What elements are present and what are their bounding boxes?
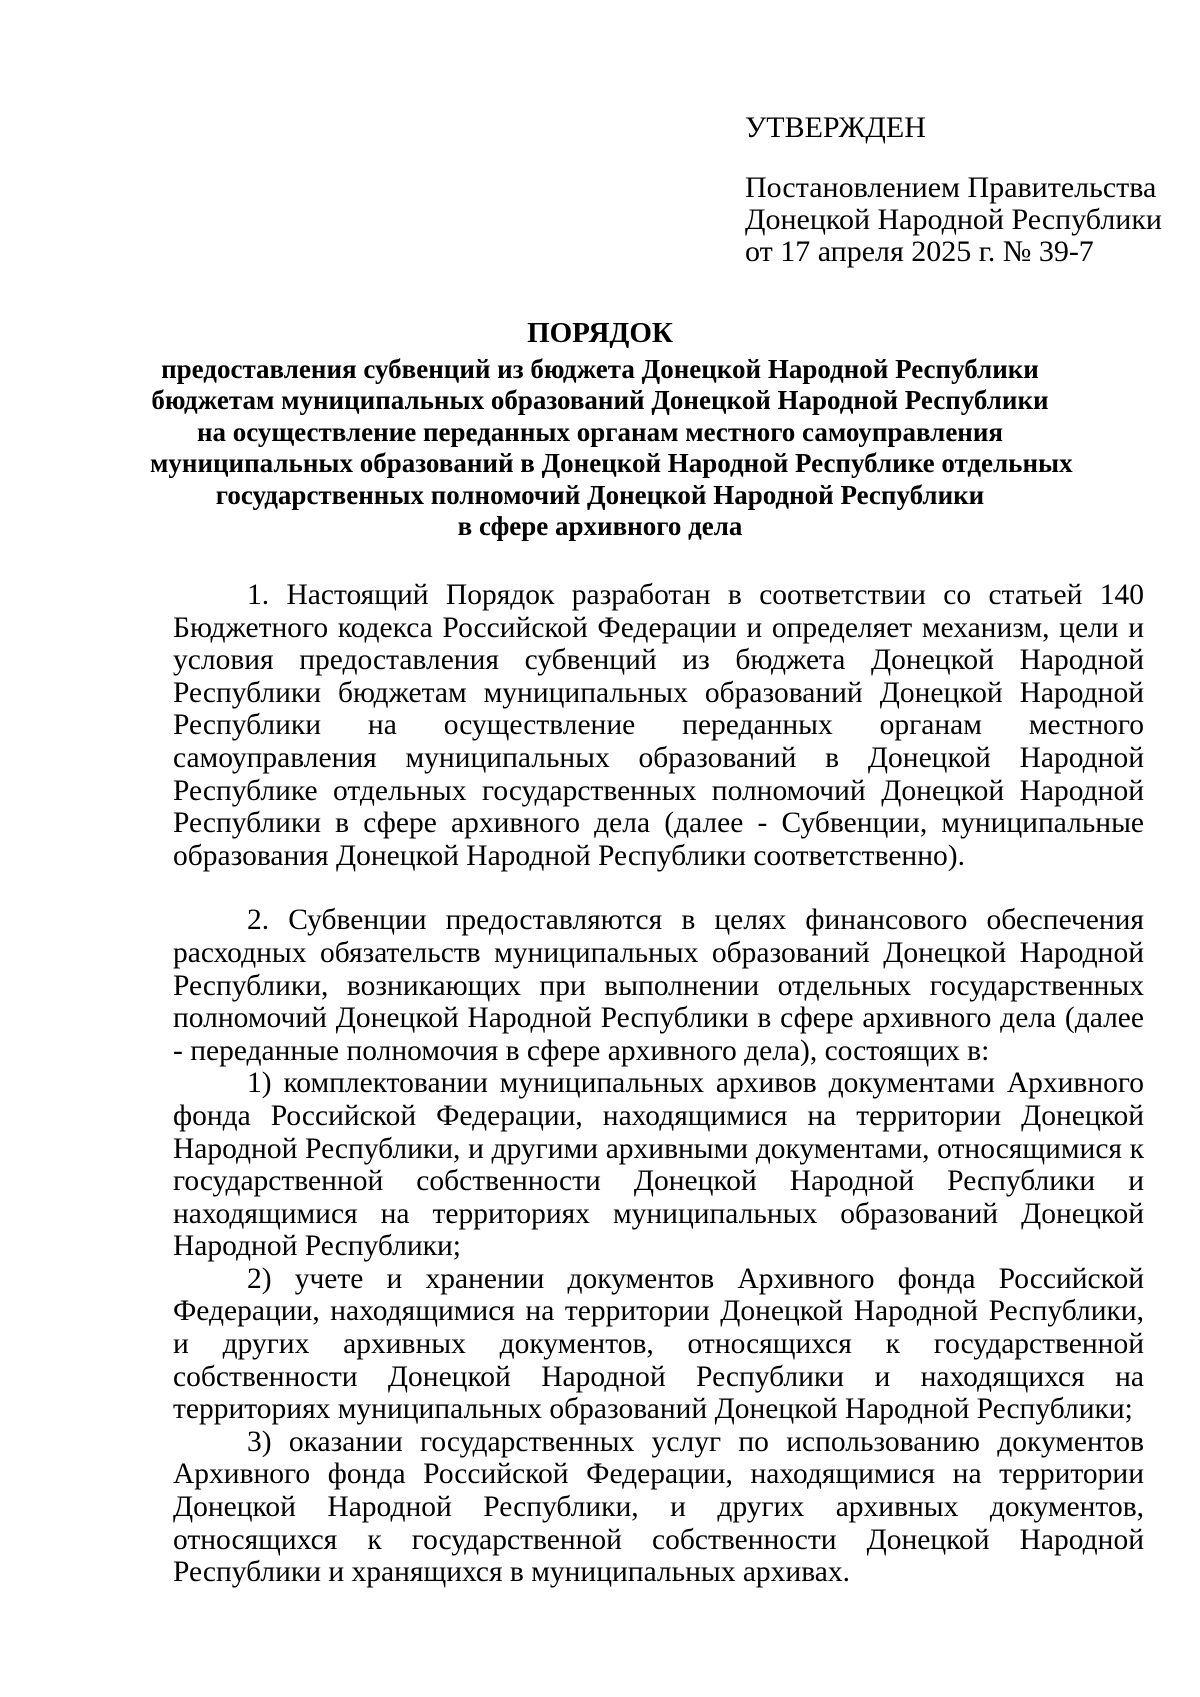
list-item-2: 2) учете и хранении документов Архивного фонда Российской Федерации, находящимися на территории Донецкой Народной Республики, и других архивных документов, относящихся к государственной собственности Донецкой Народной Республики и находящихся на территориях муниципальных образований Донецкой Народной Республики; bbox=[173, 1262, 1144, 1426]
document-title-block bbox=[150, 317, 1073, 543]
title-line-2: бюджетам муниципальных образований Донецкой Народной Республики bbox=[151, 385, 1049, 415]
document-body bbox=[173, 579, 1144, 1589]
approval-line-1: Постановлением Правительства bbox=[745, 171, 1157, 204]
title-line-3: на осуществление переданных органам местного самоуправления bbox=[196, 416, 1004, 447]
approval-line-3: от 17 апреля 2025 г. № 39-7 bbox=[745, 235, 1094, 268]
list-item-1: 1) комплектовании муниципальных архивов документами Архивного фонда Российской Федерации, находящимися на территории Донецкой Народной Республики, и другими архивными документами, относящимися к государственной собственности Донецкой Народной Республики и находящимися на территориях муниципальных образований Донецкой Народной Республики; bbox=[173, 1067, 1144, 1263]
title-line-5: государственных полномочий Донецкой Народной Республики bbox=[215, 479, 985, 510]
paragraph-1: 1. Настоящий Порядок разработан в соответствии со статьей 140 Бюджетного кодекса Российской Федерации и определяет механизм, цели и условия предоставления субвенций из бюджета Донецкой Народной Республики бюджетам муниципальных образований Донецкой Народной Республики на осуществление переданных органам местного самоуправления муниципальных образований в Донецкой Народной Республике отдельных государственных полномочий Донецкой Народной Республики в сфере архивного дела (далее - Субвенции, муниципальные образования Донецкой Народной Республики соответственно). bbox=[173, 579, 1144, 872]
approved-label: УТВЕРЖДЕН bbox=[745, 111, 926, 144]
document-title: ПОРЯДОК bbox=[527, 317, 673, 349]
approval-line-2: Донецкой Народной Республики bbox=[745, 203, 1162, 236]
approval-stamp-block bbox=[745, 112, 1165, 268]
list-item-3: 3) оказании государственных услуг по использованию документов Архивного фонда Российской Федерации, находящимися на территории Донецкой Народной Республики, и других архивных документов, относящихся к государственной собственности Донецкой Народной Республики и хранящихся в муниципальных архивах. bbox=[173, 1425, 1144, 1589]
title-line-1: предоставления субвенций из бюджета Донецкой Народной Республики bbox=[161, 353, 1039, 384]
paragraph-2: 2. Субвенции предоставляются в целях финансового обеспечения расходных обязательств муниципальных образований Донецкой Народной Республики, возникающих при выполнении отдельных государственных полномочий Донецкой Народной Республики в сфере архивного дела (далее - переданные полномочия в сфере архивного дела), состоящих в: bbox=[173, 904, 1144, 1067]
title-line-6: в сфере архивного дела bbox=[457, 511, 743, 541]
title-line-4: муниципальных образований в Донецкой Народной Республике отдельных bbox=[150, 448, 1073, 478]
